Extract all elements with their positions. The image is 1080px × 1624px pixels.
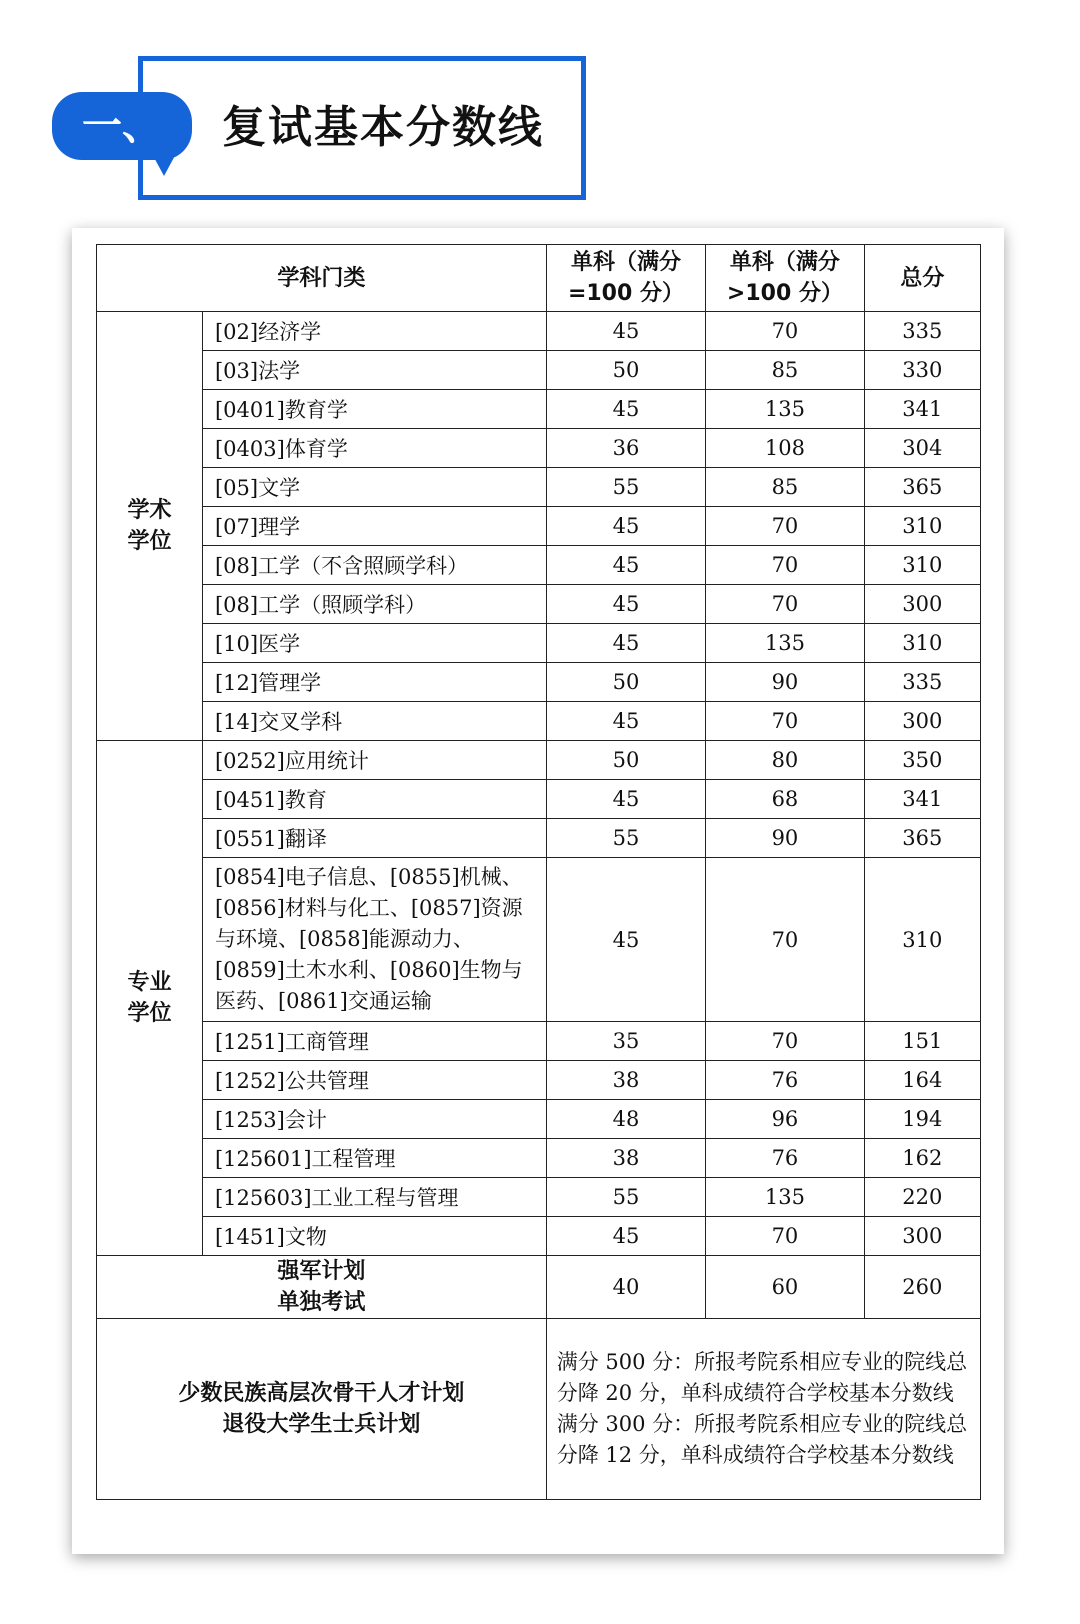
single-over-100-score: 85 (706, 351, 864, 390)
total-score: 310 (864, 546, 980, 585)
table-row (97, 663, 981, 702)
total-score: 164 (864, 1061, 980, 1100)
total-score: 304 (864, 429, 980, 468)
minority-plan-row (97, 1319, 981, 1500)
single-over-100-score: 70 (706, 858, 864, 1022)
single-over-100-score: 135 (706, 1178, 864, 1217)
minority-plan-label-line: 退役大学生士兵计划 (222, 1412, 421, 1437)
score-table (96, 244, 981, 1500)
subject-name: [07]理学 (202, 507, 546, 546)
single-100-score: 45 (546, 390, 706, 429)
table-row (97, 858, 981, 1022)
total-score: 300 (864, 585, 980, 624)
table-row (97, 624, 981, 663)
single-over-100-score: 90 (706, 819, 864, 858)
single-over-100-score: 60 (706, 1256, 864, 1319)
header-category: 学科门类 (97, 245, 547, 312)
table-row (97, 468, 981, 507)
subject-name: [1253]会计 (202, 1100, 546, 1139)
single-100-score: 38 (546, 1061, 706, 1100)
subject-name: [0451]教育 (202, 780, 546, 819)
minority-plan-label-line: 少数民族高层次骨干人才计划 (178, 1381, 465, 1406)
single-100-score: 35 (546, 1022, 706, 1061)
total-score: 310 (864, 858, 980, 1022)
total-score: 220 (864, 1178, 980, 1217)
single-100-score: 50 (546, 663, 706, 702)
single-100-score: 50 (546, 741, 706, 780)
academic-category-cell (97, 312, 203, 741)
single-100-score: 38 (546, 1139, 706, 1178)
single-100-score: 50 (546, 351, 706, 390)
subject-name: [125601]工程管理 (202, 1139, 546, 1178)
single-over-100-score: 70 (706, 1022, 864, 1061)
total-score: 335 (864, 663, 980, 702)
table-row (97, 312, 981, 351)
single-over-100-score: 85 (706, 468, 864, 507)
single-100-score: 45 (546, 585, 706, 624)
total-score: 365 (864, 468, 980, 507)
single-100-score: 45 (546, 702, 706, 741)
table-row (97, 1100, 981, 1139)
total-score: 341 (864, 390, 980, 429)
total-score: 260 (864, 1256, 980, 1319)
single-100-score: 55 (546, 819, 706, 858)
single-100-score: 45 (546, 858, 706, 1022)
single-over-100-score: 76 (706, 1061, 864, 1100)
table-row (97, 546, 981, 585)
special-plan-label (97, 1256, 547, 1319)
single-over-100-score: 70 (706, 585, 864, 624)
total-score: 335 (864, 312, 980, 351)
subject-name: [1451]文物 (202, 1217, 546, 1256)
page-title: 复试基本分数线 (222, 102, 544, 153)
single-100-score: 55 (546, 468, 706, 507)
total-score: 365 (864, 819, 980, 858)
single-100-score: 45 (546, 312, 706, 351)
table-row (97, 585, 981, 624)
table-row (97, 1061, 981, 1100)
subject-name: [02]经济学 (202, 312, 546, 351)
professional-category-label: 专业 (127, 970, 172, 995)
table-row (97, 390, 981, 429)
total-score: 341 (864, 780, 980, 819)
subject-name: [12]管理学 (202, 663, 546, 702)
single-over-100-score: 96 (706, 1100, 864, 1139)
total-score: 162 (864, 1139, 980, 1178)
table-row (97, 1139, 981, 1178)
table-row (97, 741, 981, 780)
subject-name: [1252]公共管理 (202, 1061, 546, 1100)
single-over-100-score: 135 (706, 390, 864, 429)
subject-name: [03]法学 (202, 351, 546, 390)
subject-name: [10]医学 (202, 624, 546, 663)
subject-name: [08]工学（照顾学科） (202, 585, 546, 624)
single-100-score: 55 (546, 1178, 706, 1217)
total-score: 151 (864, 1022, 980, 1061)
subject-name: [0403]体育学 (202, 429, 546, 468)
single-over-100-score: 135 (706, 624, 864, 663)
table-row (97, 819, 981, 858)
special-plan-label-line: 单独考试 (277, 1290, 366, 1315)
header-single-over-100: 单科（满分>100 分） (706, 245, 864, 312)
table-row (97, 1178, 981, 1217)
header-total: 总分 (864, 245, 980, 312)
special-plan-row (97, 1256, 981, 1319)
total-score: 310 (864, 624, 980, 663)
subject-name: [08]工学（不含照顾学科） (202, 546, 546, 585)
score-table-card (72, 228, 1004, 1554)
table-row (97, 1022, 981, 1061)
subject-name: [0854]电子信息、[0855]机械、[0856]材料与化工、[0857]资源与环境、[0858]能源动力、[0859]土木水利、[0860]生物与医药、[0861]交通运输 (202, 858, 546, 1022)
academic-category-label: 学术 (127, 498, 172, 523)
subject-name: [1251]工商管理 (202, 1022, 546, 1061)
minority-plan-note (546, 1319, 980, 1500)
single-100-score: 45 (546, 780, 706, 819)
single-over-100-score: 68 (706, 780, 864, 819)
subject-name: [125603]工业工程与管理 (202, 1178, 546, 1217)
single-100-score: 45 (546, 624, 706, 663)
total-score: 310 (864, 507, 980, 546)
subject-name: [05]文学 (202, 468, 546, 507)
single-over-100-score: 70 (706, 546, 864, 585)
total-score: 194 (864, 1100, 980, 1139)
note-300: 满分 300 分：所报考院系相应专业的院线总分降 12 分，单科成绩符合学校基本分数线 (556, 1412, 968, 1467)
table-row (97, 1217, 981, 1256)
total-score: 350 (864, 741, 980, 780)
section-number: 一、 (82, 103, 162, 149)
subject-name: [14]交叉学科 (202, 702, 546, 741)
table-header-row (97, 245, 981, 312)
single-over-100-score: 70 (706, 702, 864, 741)
total-score: 300 (864, 702, 980, 741)
single-over-100-score: 70 (706, 1217, 864, 1256)
table-row (97, 507, 981, 546)
total-score: 300 (864, 1217, 980, 1256)
single-over-100-score: 80 (706, 741, 864, 780)
total-score: 330 (864, 351, 980, 390)
single-over-100-score: 70 (706, 507, 864, 546)
single-over-100-score: 76 (706, 1139, 864, 1178)
subject-name: [0551]翻译 (202, 819, 546, 858)
single-over-100-score: 90 (706, 663, 864, 702)
table-row (97, 429, 981, 468)
single-100-score: 45 (546, 507, 706, 546)
single-100-score: 48 (546, 1100, 706, 1139)
professional-category-label: 学位 (127, 1001, 172, 1026)
note-500: 满分 500 分：所报考院系相应专业的院线总分降 20 分，单科成绩符合学校基本分数线 (556, 1350, 968, 1405)
header-single-100: 单科（满分=100 分） (546, 245, 706, 312)
table-row (97, 780, 981, 819)
special-plan-label-line: 强军计划 (277, 1259, 366, 1284)
academic-category-label: 学位 (127, 529, 172, 554)
professional-category-cell (97, 741, 203, 1256)
table-row (97, 702, 981, 741)
subject-name: [0252]应用统计 (202, 741, 546, 780)
single-100-score: 45 (546, 1217, 706, 1256)
single-100-score: 40 (546, 1256, 706, 1319)
table-row (97, 351, 981, 390)
single-100-score: 36 (546, 429, 706, 468)
single-100-score: 45 (546, 546, 706, 585)
minority-plan-label (97, 1319, 547, 1500)
single-over-100-score: 108 (706, 429, 864, 468)
single-over-100-score: 70 (706, 312, 864, 351)
subject-name: [0401]教育学 (202, 390, 546, 429)
